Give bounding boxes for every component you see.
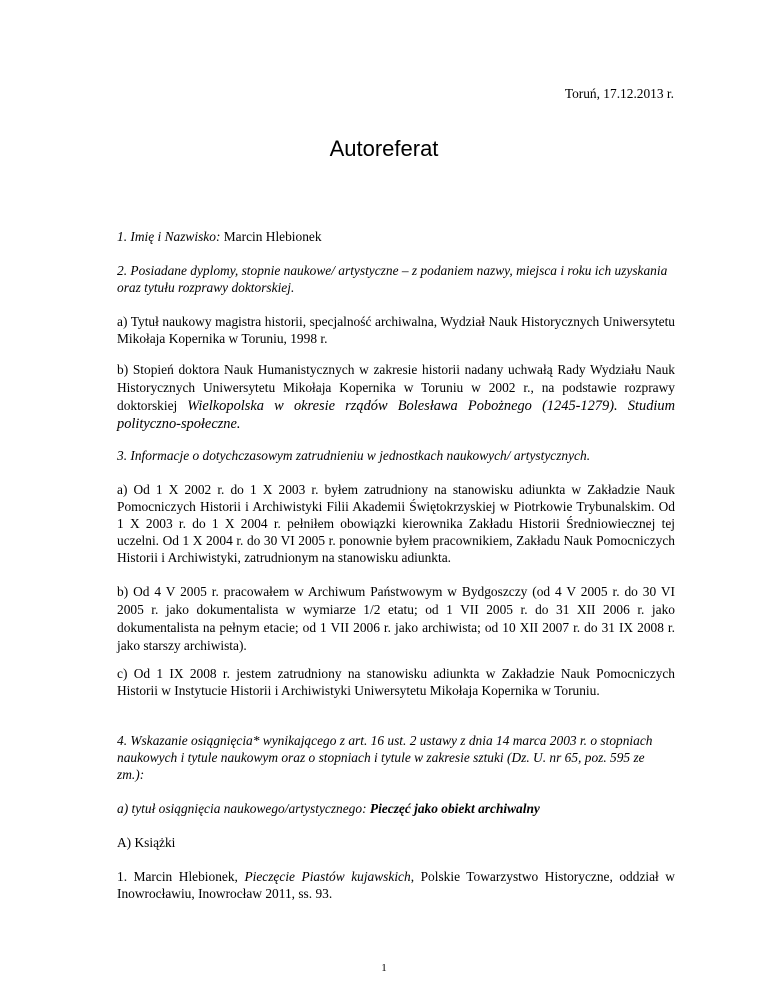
section-1 bbox=[117, 228, 675, 245]
book-1-rest: , Polskie Towarzystwo Historyczne, oddział w Inowrocławiu, Inowrocław 2011, ss. 93. bbox=[117, 869, 675, 901]
books-heading: A) Książki bbox=[117, 835, 176, 850]
section-2-item-a: a) Tytuł naukowy magistra historii, specjalność archiwalna, Wydział Nauk Historycznych Uniwersytetu Mikołaja Kopernika w Toruniu, 1998 r. bbox=[117, 314, 675, 346]
section-2-item-b bbox=[117, 361, 675, 433]
achievement-line bbox=[117, 800, 675, 817]
section-2-heading: 2. Posiadane dyplomy, stopnie naukowe/ artystyczne – z podaniem nazwy, miejsca i roku ich uzyskania oraz tytułu rozprawy doktorskiej. bbox=[117, 263, 668, 295]
item-b-text: b) Stopień doktora Nauk Humanistycznych w zakresie historii nadany uchwałą Rady Wydziału Nauk Historycznych Uniwersytetu Mikołaja Kopernika w Toruniu w 2002 r., na podstawie rozprawy doktorskiej bbox=[117, 362, 675, 413]
name-label: 1. Imię i Nazwisko: bbox=[117, 229, 221, 244]
name-value: Marcin Hlebionek bbox=[223, 229, 322, 244]
dissertation-title: Wielkopolska w okresie rządów Bolesława Pobożnego (1245-1279). Studium polityczno-społeczne. bbox=[117, 398, 675, 432]
section-3-item-a: a) Od 1 X 2002 r. do 1 X 2003 r. byłem zatrudniony na stanowisku adiunkta w Zakładzie Nauk Pomocniczych Historii i Archiwistyki Filii Akademii Świętokrzyskiej w Piotrkowie Trybunalskim. Od 1 X 2003 r. do 1 X 2004 r. pełniłem obowiązki kierownika Zakładu Historii Średniowiecznej tej uczelni. Od 1 X 2004 r. do 30 VI 2005 r. ponownie byłem pracownikiem, Zakładu Nauk Pomocniczych Historii i Archiwistyki, zatrudnionym na stanowisku adiunkta. bbox=[117, 482, 675, 565]
page-title: Autoreferat bbox=[329, 136, 439, 161]
page-number: 1 bbox=[381, 962, 387, 974]
section-3-heading: 3. Informacje o dotychczasowym zatrudnieniu w jednostkach naukowych/ artystycznych. bbox=[117, 448, 591, 463]
book-1-title: Pieczęcie Piastów kujawskich bbox=[244, 869, 411, 884]
place-date: Toruń, 17.12.2013 r. bbox=[564, 86, 674, 101]
section-3-item-b: b) Od 4 V 2005 r. pracowałem w Archiwum Państwowym w Bydgoszczy (od 4 V 2005 r. do 30 VI 2005 r. jako dokumentalista w wymiarze 1/2 etatu; od 1 VII 2005 r. do 31 XII 2006 r. jako dokumentalista na pełnym etacie; od 1 VII 2006 r. jako archiwista; od 10 XII 2007 r. do 31 IX 2008 r. jako starszy archiwista). bbox=[117, 584, 675, 653]
book-1 bbox=[117, 868, 675, 902]
achievement-title: Pieczęć jako obiekt archiwalny bbox=[369, 801, 540, 816]
achievement-label: a) tytuł osiągnięcia naukowego/artystycznego: bbox=[117, 801, 367, 816]
section-3-item-c: c) Od 1 IX 2008 r. jestem zatrudniony na stanowisku adiunkta w Zakładzie Nauk Pomocniczych Historii w Instytucie Historii i Archiwistyki Uniwersytetu Mikołaja Kopernika w Toruniu. bbox=[117, 666, 675, 698]
book-1-author: 1. Marcin Hlebionek, bbox=[117, 869, 238, 884]
section-4-heading: 4. Wskazanie osiągnięcia* wynikającego z art. 16 ust. 2 ustawy z dnia 14 marca 2003 r. o stopniach naukowych i tytule naukowym oraz o stopniach i tytule w zakresie sztuki (Dz. U. nr 65, poz. 595 ze zm.): bbox=[117, 733, 653, 782]
